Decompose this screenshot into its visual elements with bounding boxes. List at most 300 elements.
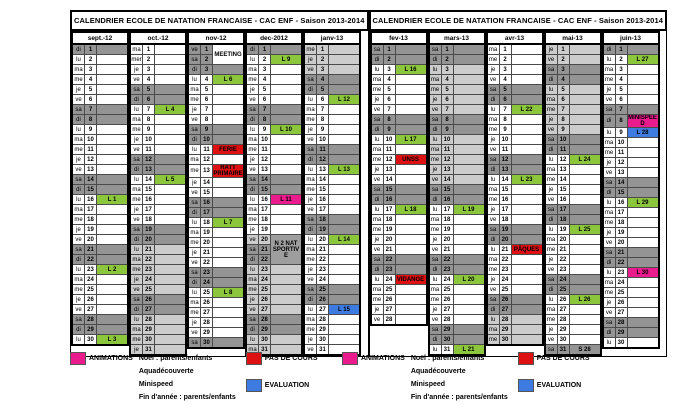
day-number-cell: 13	[201, 165, 213, 178]
day-of-week-cell: me	[72, 75, 85, 85]
day-row	[130, 75, 186, 85]
day-of-week-cell: je	[603, 85, 616, 95]
event-cell	[97, 235, 129, 245]
day-number-cell: 18	[259, 215, 271, 225]
day-of-week-cell: me	[429, 155, 442, 165]
day-of-week-cell: je	[304, 55, 317, 65]
day-of-week-cell: di	[246, 185, 259, 195]
day-number-cell: 23	[259, 265, 271, 275]
day-row	[603, 148, 659, 158]
day-number-cell: 26	[615, 298, 627, 308]
day-of-week-cell: lu	[188, 218, 201, 228]
event-cell	[627, 338, 659, 349]
day-row	[487, 295, 543, 305]
day-row	[429, 65, 485, 75]
event-cell-lesson: L 20	[453, 275, 485, 285]
event-cell	[97, 215, 129, 225]
day-of-week-cell: lu	[246, 125, 259, 135]
day-of-week-cell: di	[304, 155, 317, 165]
day-of-week-cell: ma	[304, 175, 317, 185]
day-number-cell: 7	[557, 105, 569, 115]
event-cell	[271, 155, 303, 165]
day-of-week-cell: ve	[603, 168, 616, 178]
day-of-week-cell: di	[603, 328, 616, 338]
event-cell	[511, 315, 543, 325]
day-of-week-cell: me	[487, 55, 500, 65]
day-row	[130, 95, 186, 105]
event-cell	[627, 288, 659, 298]
day-number-cell: 29	[143, 325, 155, 335]
day-of-week-cell: lu	[72, 195, 85, 205]
day-of-week-cell: ve	[188, 328, 201, 338]
event-cell	[329, 55, 361, 65]
day-row	[545, 265, 601, 275]
day-number-cell: 7	[259, 105, 271, 115]
day-row	[246, 185, 302, 195]
day-number-cell: 17	[615, 208, 627, 218]
day-row	[429, 215, 485, 225]
day-number-cell: 14	[143, 175, 155, 185]
day-number-cell: 28	[201, 318, 213, 328]
event-cell	[569, 105, 601, 115]
day-number-cell: 12	[317, 155, 329, 165]
event-cell	[97, 185, 129, 195]
day-row	[72, 85, 128, 95]
day-number-cell: 19	[441, 225, 453, 235]
day-row	[304, 275, 360, 285]
day-number-cell: 7	[317, 105, 329, 115]
day-of-week-cell: je	[429, 305, 442, 315]
day-of-week-cell: lu	[545, 295, 558, 305]
day-of-week-cell: lu	[371, 65, 384, 75]
day-row	[487, 225, 543, 235]
event-cell-nocourse: PÂQUES	[511, 245, 543, 255]
day-number-cell: 29	[441, 325, 453, 335]
day-row	[603, 238, 659, 248]
day-number-cell: 9	[383, 125, 395, 135]
event-cell	[395, 105, 427, 115]
day-row	[130, 195, 186, 205]
event-cell	[569, 305, 601, 315]
day-number-cell: 26	[441, 295, 453, 305]
event-cell	[627, 148, 659, 158]
day-number-cell: 10	[441, 135, 453, 145]
day-of-week-cell: sa	[371, 255, 384, 265]
day-of-week-cell: ma	[188, 228, 201, 238]
event-cell	[329, 225, 361, 235]
day-of-week-cell: je	[304, 195, 317, 205]
day-number-cell: 14	[85, 175, 97, 185]
day-row	[371, 205, 427, 215]
day-row	[371, 295, 427, 305]
day-of-week-cell: di	[304, 295, 317, 305]
day-row	[130, 135, 186, 145]
event-cell	[511, 195, 543, 205]
event-cell	[329, 115, 361, 125]
event-cell-animation: L 30	[627, 268, 659, 278]
day-row	[487, 85, 543, 95]
month-avr-13	[486, 31, 544, 346]
day-row	[429, 75, 485, 85]
day-number-cell: 18	[317, 215, 329, 225]
day-row	[72, 245, 128, 255]
day-number-cell: 20	[383, 235, 395, 245]
day-number-cell: 17	[383, 205, 395, 215]
day-number-cell: 26	[85, 295, 97, 305]
day-number-cell: 23	[383, 265, 395, 275]
day-row	[188, 228, 244, 238]
day-number-cell: 12	[383, 155, 395, 165]
day-row	[545, 85, 601, 95]
event-cell	[213, 228, 245, 238]
day-of-week-cell: sa	[246, 175, 259, 185]
day-number-cell: 22	[383, 255, 395, 265]
day-row	[603, 115, 659, 128]
event-cell	[329, 245, 361, 255]
day-row	[429, 225, 485, 235]
day-row	[487, 265, 543, 275]
day-row	[429, 285, 485, 295]
day-of-week-cell: sa	[545, 135, 558, 145]
day-of-week-cell: ve	[72, 95, 85, 105]
event-cell	[213, 208, 245, 218]
day-of-week-cell: lu	[545, 225, 558, 235]
day-number-cell: 4	[383, 75, 395, 85]
day-number-cell: 30	[259, 335, 271, 345]
day-of-week-cell: ve	[603, 238, 616, 248]
day-row	[429, 235, 485, 245]
day-number-cell: 5	[441, 85, 453, 95]
day-of-week-cell: sa	[603, 178, 616, 188]
no-course-legend	[518, 352, 590, 365]
day-row	[246, 315, 302, 325]
day-number-cell: 26	[499, 295, 511, 305]
day-of-week-cell: di	[603, 258, 616, 268]
day-number-cell: 3	[201, 65, 213, 75]
day-number-cell: 23	[615, 268, 627, 278]
event-cell	[569, 245, 601, 255]
month-janv-13	[303, 31, 361, 356]
day-number-cell: 24	[615, 278, 627, 288]
day-row	[603, 308, 659, 318]
day-row	[130, 305, 186, 315]
evaluation-swatch	[246, 379, 262, 392]
day-number-cell: 9	[317, 125, 329, 135]
day-row	[304, 285, 360, 295]
event-cell-nocourse: VIDANGE	[395, 275, 427, 285]
day-number-cell: 22	[143, 255, 155, 265]
day-row	[545, 175, 601, 185]
day-row	[188, 95, 244, 105]
day-number-cell: 8	[85, 115, 97, 125]
day-of-week-cell: ma	[603, 278, 616, 288]
event-cell	[97, 325, 129, 335]
day-number-cell: 25	[201, 288, 213, 298]
day-row	[371, 105, 427, 115]
day-row	[72, 325, 128, 335]
event-cell	[97, 125, 129, 135]
day-row	[72, 215, 128, 225]
day-number-cell: 19	[499, 225, 511, 235]
day-number-cell: 18	[499, 215, 511, 225]
day-of-week-cell: je	[545, 185, 558, 195]
day-number-cell: 18	[85, 215, 97, 225]
day-number-cell: 6	[85, 95, 97, 105]
day-of-week-cell: ve	[371, 245, 384, 255]
day-number-cell: 10	[85, 135, 97, 145]
day-of-week-cell: je	[429, 165, 442, 175]
day-row	[545, 335, 601, 345]
event-cell	[155, 65, 187, 75]
day-of-week-cell: di	[603, 44, 616, 55]
event-cell	[155, 95, 187, 105]
day-row	[429, 165, 485, 175]
event-cell	[155, 305, 187, 315]
day-row	[130, 335, 186, 345]
event-cell	[569, 185, 601, 195]
event-cell	[213, 125, 245, 135]
day-number-cell: 9	[85, 125, 97, 135]
day-number-cell: 21	[317, 245, 329, 255]
day-number-cell: 6	[383, 95, 395, 105]
day-row	[545, 305, 601, 315]
day-of-week-cell: sa	[246, 105, 259, 115]
event-cell-evaluation: L 28	[627, 128, 659, 138]
event-cell	[155, 85, 187, 95]
day-number-cell: 19	[201, 228, 213, 238]
day-number-cell: 21	[201, 248, 213, 258]
event-cell	[569, 275, 601, 285]
day-row	[371, 115, 427, 125]
event-cell	[453, 125, 485, 135]
calendar-panels	[70, 10, 667, 357]
day-row	[188, 318, 244, 328]
day-of-week-cell: ma	[304, 245, 317, 255]
day-number-cell: 25	[441, 285, 453, 295]
day-number-cell: 11	[143, 145, 155, 155]
day-number-cell: 21	[259, 245, 271, 255]
event-cell	[97, 155, 129, 165]
day-number-cell: 5	[143, 85, 155, 95]
day-number-cell: 27	[557, 305, 569, 315]
event-cell	[329, 255, 361, 265]
event-cell	[453, 175, 485, 185]
day-number-cell: 8	[201, 115, 213, 125]
day-of-week-cell: di	[371, 195, 384, 205]
day-number-cell: 21	[499, 245, 511, 255]
day-number-cell: 20	[259, 235, 271, 245]
event-cell	[213, 65, 245, 75]
day-row	[188, 155, 244, 165]
event-cell	[329, 85, 361, 95]
day-of-week-cell: me	[371, 155, 384, 165]
day-row	[130, 325, 186, 335]
day-number-cell: 1	[441, 44, 453, 55]
day-number-cell: 3	[615, 65, 627, 75]
event-cell	[627, 318, 659, 328]
day-of-week-cell: lu	[304, 95, 317, 105]
day-number-cell: 30	[615, 338, 627, 349]
day-row	[545, 195, 601, 205]
day-number-cell: 10	[317, 135, 329, 145]
day-of-week-cell: lu	[246, 195, 259, 205]
event-cell	[569, 135, 601, 145]
day-of-week-cell: ma	[429, 285, 442, 295]
day-row	[429, 205, 485, 215]
event-cell	[511, 205, 543, 215]
day-number-cell: 27	[615, 308, 627, 318]
day-row	[603, 168, 659, 178]
event-cell	[627, 178, 659, 188]
day-number-cell: 8	[317, 115, 329, 125]
day-of-week-cell: sa	[130, 155, 143, 165]
event-cell	[329, 205, 361, 215]
day-of-week-cell: ve	[603, 95, 616, 105]
month-header: sept.-12	[72, 32, 128, 44]
event-cell	[329, 315, 361, 325]
day-of-week-cell: ma	[487, 185, 500, 195]
day-number-cell: 4	[615, 75, 627, 85]
day-row	[304, 335, 360, 345]
event-cell	[569, 145, 601, 155]
day-number-cell: 2	[143, 55, 155, 65]
event-cell	[271, 145, 303, 155]
day-row	[246, 55, 302, 65]
day-number-cell: 22	[499, 255, 511, 265]
event-cell	[569, 235, 601, 245]
day-of-week-cell: ve	[130, 75, 143, 85]
day-row	[371, 275, 427, 285]
month-oct.-12	[129, 31, 187, 356]
day-number-cell: 22	[441, 255, 453, 265]
day-of-week-cell: sa	[72, 315, 85, 325]
day-row	[188, 135, 244, 145]
day-row	[72, 145, 128, 155]
event-cell	[627, 238, 659, 248]
day-row	[188, 125, 244, 135]
day-row	[429, 95, 485, 105]
day-number-cell: 5	[85, 85, 97, 95]
day-of-week-cell: ve	[130, 215, 143, 225]
day-number-cell: 24	[259, 275, 271, 285]
day-row	[246, 265, 302, 275]
day-of-week-cell: di	[72, 255, 85, 265]
day-number-cell: 13	[383, 165, 395, 175]
day-of-week-cell: me	[429, 295, 442, 305]
day-of-week-cell: je	[545, 44, 558, 55]
day-of-week-cell: di	[72, 185, 85, 195]
event-cell-lesson: L 22	[511, 105, 543, 115]
event-cell	[627, 208, 659, 218]
day-row	[246, 305, 302, 315]
event-cell	[155, 55, 187, 65]
day-row	[246, 225, 302, 235]
event-cell	[97, 175, 129, 185]
day-row	[72, 125, 128, 135]
day-of-week-cell: lu	[304, 235, 317, 245]
day-of-week-cell: di	[545, 215, 558, 225]
day-of-week-cell: lu	[130, 105, 143, 115]
day-of-week-cell: lu	[72, 125, 85, 135]
day-of-week-cell: me	[188, 238, 201, 248]
day-of-week-cell: je	[304, 265, 317, 275]
event-cell	[569, 265, 601, 275]
event-cell	[213, 318, 245, 328]
month-sept.-12	[71, 31, 129, 346]
event-cell	[569, 335, 601, 345]
day-number-cell: 2	[85, 55, 97, 65]
event-cell	[627, 188, 659, 198]
day-number-cell: 25	[317, 285, 329, 295]
day-row	[304, 115, 360, 125]
day-of-week-cell: je	[371, 95, 384, 105]
event-cell	[453, 155, 485, 165]
event-cell	[155, 235, 187, 245]
day-of-week-cell: je	[487, 135, 500, 145]
day-of-week-cell: me	[188, 95, 201, 105]
day-row	[130, 225, 186, 235]
day-number-cell: 12	[143, 155, 155, 165]
event-cell	[395, 115, 427, 125]
day-row	[603, 268, 659, 278]
no-course-label: PAS DE COURS	[264, 355, 318, 362]
event-cell	[627, 65, 659, 75]
event-cell-lesson: L 19	[453, 205, 485, 215]
day-row	[545, 185, 601, 195]
day-of-week-cell: ve	[130, 145, 143, 155]
event-cell	[453, 235, 485, 245]
day-row	[304, 44, 360, 55]
day-row	[545, 285, 601, 295]
event-cell	[329, 325, 361, 335]
day-row	[487, 145, 543, 155]
day-of-week-cell: ma	[429, 145, 442, 155]
day-of-week-cell: di	[130, 95, 143, 105]
day-row	[603, 288, 659, 298]
day-number-cell: 18	[557, 215, 569, 225]
day-number-cell: 18	[383, 215, 395, 225]
day-number-cell: 22	[259, 255, 271, 265]
panel-title-right: CALENDRIER ECOLE DE NATATION FRANCAISE - CAC ENF - Saison 2013-2014	[369, 10, 668, 31]
event-cell	[453, 165, 485, 175]
day-row	[545, 325, 601, 335]
day-row	[188, 44, 244, 55]
event-cell	[329, 265, 361, 275]
event-cell	[453, 335, 485, 345]
day-of-week-cell: di	[429, 265, 442, 275]
day-of-week-cell: ma	[545, 95, 558, 105]
day-row	[603, 85, 659, 95]
event-cell	[511, 305, 543, 315]
day-number-cell: 2	[317, 55, 329, 65]
event-cell	[97, 65, 129, 75]
event-cell	[395, 195, 427, 205]
event-cell	[155, 245, 187, 255]
event-cell	[97, 95, 129, 105]
event-cell	[271, 335, 303, 345]
event-cell	[329, 295, 361, 305]
day-of-week-cell: me	[72, 215, 85, 225]
day-row	[72, 225, 128, 235]
day-row	[246, 325, 302, 335]
event-cell	[395, 215, 427, 225]
day-row	[487, 155, 543, 165]
day-number-cell: 8	[615, 115, 627, 128]
day-of-week-cell: di	[188, 65, 201, 75]
event-cell	[213, 338, 245, 349]
day-of-week-cell: lu	[72, 265, 85, 275]
day-row	[188, 105, 244, 115]
